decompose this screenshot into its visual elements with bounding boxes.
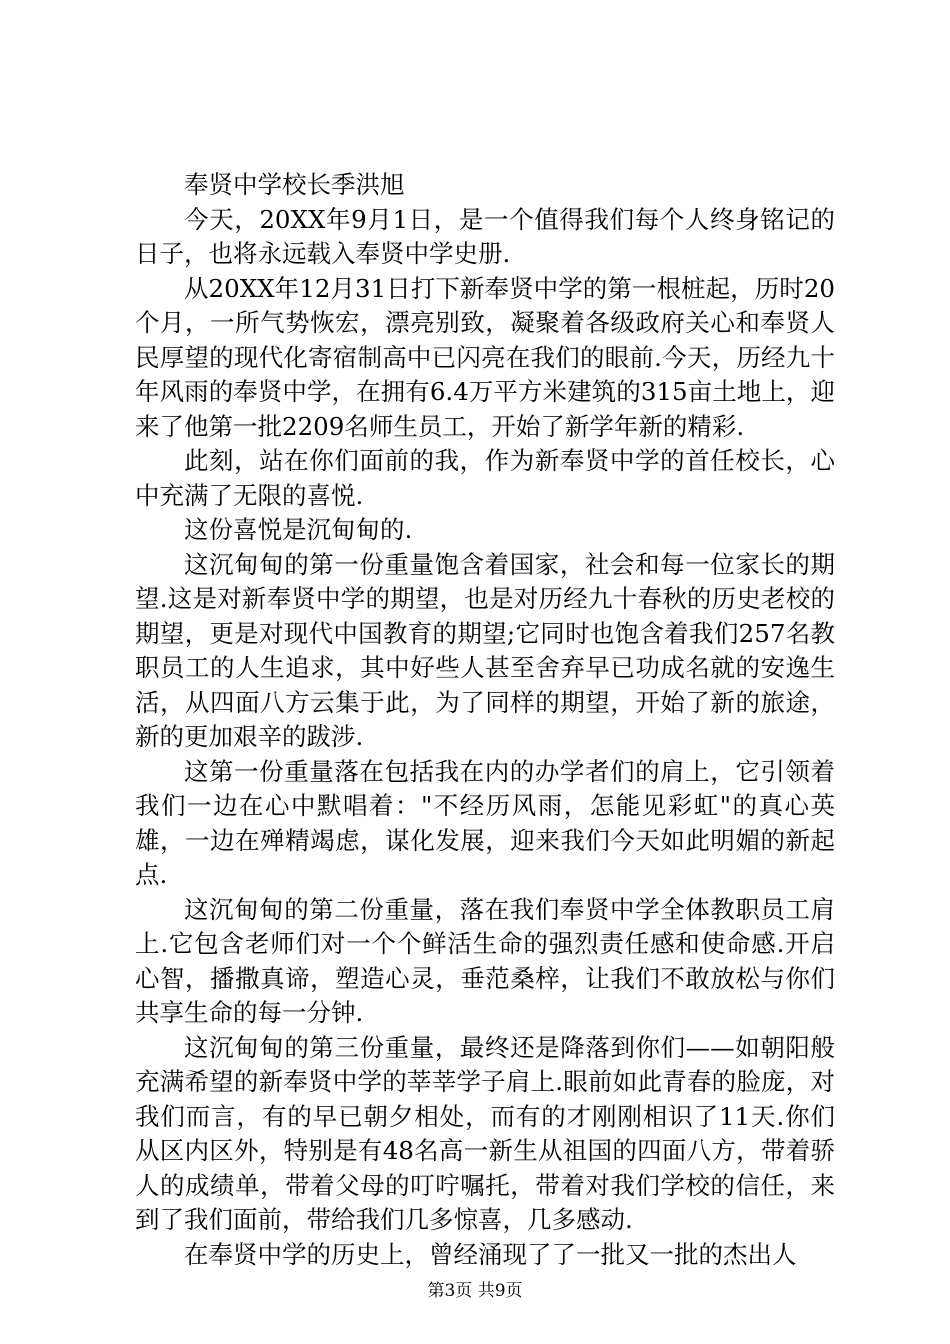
paragraph: 在奉贤中学的历史上，曾经涌现了了一批又一批的杰出人 (184, 1239, 797, 1269)
paragraph: 这第一份重量落在包括我在内的办学者们的肩上，它引领着我们一边在心中默唱着："不经历风雨，怎能见彩虹"的真心英雄，一边在殚精竭虑，谋化发展，迎来我们今天如此明媚的新起点. (135, 756, 835, 889)
paragraph: 从20XX年12月31日打下新奉贤中学的第一根桩起，历时20个月，一所气势恢宏，漂亮别致，凝聚着各级政府关心和奉贤人民厚望的现代化寄宿制高中已闪亮在我们的眼前.今天，历经九十年风雨的奉贤中学，在拥有6.4万平方米建筑的315亩土地上，迎来了他第一批2209名师生员工，开始了新学年新的精彩. (135, 273, 835, 441)
paragraph: 此刻，站在你们面前的我，作为新奉贤中学的首任校长，心中充满了无限的喜悦. (135, 446, 835, 510)
document-body (135, 168, 835, 1272)
paragraph-author: 奉贤中学校长季洪旭 (184, 170, 405, 199)
paragraph: 这沉甸甸的第三份重量，最终还是降落到你们——如朝阳般充满希望的新奉贤中学的莘莘学子肩上.眼前如此青春的脸庞，对我们而言，有的早已朝夕相处，而有的才刚刚相识了11天.你们从区内区外，特别是有48名高一新生从祖国的四面八方，带着骄人的成绩单，带着父母的叮咛嘱托，带着对我们学校的信任，来到了我们面前，带给我们几多惊喜，几多感动. (135, 1032, 835, 1234)
paragraph: 今天，20XX年9月1日，是一个值得我们每个人终身铭记的日子，也将永远载入奉贤中学史册. (135, 204, 835, 268)
paragraph: 这份喜悦是沉甸甸的. (184, 515, 413, 544)
paragraph: 这沉甸甸的第一份重量饱含着国家，社会和每一位家长的期望.这是对新奉贤中学的期望，也是对历经九十春秋的历史老校的期望，更是对现代中国教育的期望;它同时也饱含着我们257名教职员工的人生追求，其中好些人甚至舍弃早已功成名就的安逸生活，从四面八方云集于此，为了同样的期望，开始了新的旅途，新的更加艰辛的跋涉. (135, 549, 835, 751)
paragraph: 这沉甸甸的第二份重量，落在我们奉贤中学全体教职员工肩上.它包含老师们对一个个鲜活生命的强烈责任感和使命感.开启心智，播撒真谛，塑造心灵，垂范桑梓，让我们不敢放松与你们共享生命的每一分钟. (135, 894, 835, 1027)
page-number-footer: 第3页 共9页 (427, 1281, 523, 1301)
